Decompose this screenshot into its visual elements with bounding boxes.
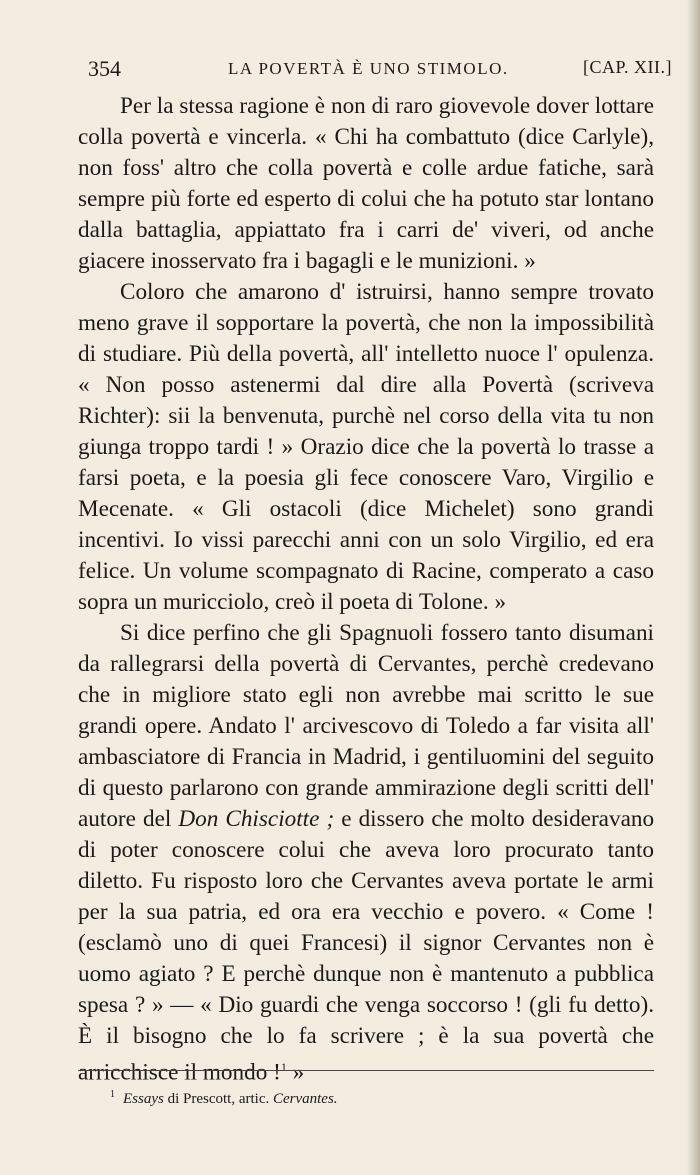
paragraph-3-text-a: Si dice perfino che gli Spagnuoli fossero tanto disumani da rallegrarsi della povertà di Cervantes, perchè credevano che in migliore stato egli non avrebbe mai scritto le sue grandi opere. Andato l' arcivescovo di Toledo a far visita all' ambasciatore di Francia in Madrid, i gentiluomini del seguito di questo parlarono con grande ammirazione degli scritti dell' autore del	[78, 620, 654, 832]
page-edge-shadow	[686, 0, 700, 1175]
footnote-italic-cervantes: Cervantes.	[272, 1091, 338, 1107]
chapter-label: [CAP. XII.]	[583, 57, 672, 77]
footnote-text: di Prescott, artic.	[167, 1091, 270, 1107]
footnote	[110, 1085, 650, 1109]
footnote-italic-essays: Essays	[123, 1091, 164, 1107]
footnote-rule	[78, 1070, 654, 1071]
footnote-reference: 1	[280, 1060, 287, 1074]
page-number: 354	[88, 56, 121, 81]
paragraph-3-title-italic: Don Chisciotte ;	[178, 806, 335, 832]
paragraph-2: Coloro che amarono d' istruirsi, hanno sempre trovato meno grave il sopportare la povertà, che non la impossibilità di studiare. Più della povertà, all' intelletto nuoce l' opulenza. « Non posso astenermi dal dire alla Povertà (scriveva Richter): sii la benvenuta, purchè nel corso della vita tu non giunga troppo tardi ! » Orazio dice che la povertà lo trasse a farsi poeta, e la poesia gli fece conoscere Varo, Virgilio e Mecenate. « Gli ostacoli (dice Michelet) sono grandi incentivi. Io vissi parecchi anni con un solo Virgilio, ed era felice. Un volume scompagnato di Racine, comperato a caso sopra un muricciolo, creò il poeta di Tolone. »	[78, 279, 654, 615]
running-title: LA POVERTÀ È UNO STIMOLO.	[228, 59, 509, 78]
running-header	[88, 56, 672, 86]
body-text	[78, 91, 654, 1089]
paragraph-3-close-quote: »	[292, 1059, 305, 1086]
paragraph-1: Per la stessa ragione è non di raro giovevole dover lottare colla povertà e vincerla. « Chi ha combattuto (dice Carlyle), non foss' altro che colla povertà e colle ardue fatiche, sarà sempre più forte ed esperto di colui che ha potuto star lontano dalla battaglia, appiattato fra i carri de' viveri, od anche giacere inosservato fra i bagagli e le munizioni. »	[78, 93, 654, 274]
paragraph-3-text-b: e dissero che molto desideravano di poter conoscere colui che aveva loro procurato tanto diletto. Fu risposto loro che Cervantes aveva portate le armi per la sua patria, ed ora era vecchio e povero. « Come ! (esclamò uno di quei Francesi) il signor Cervantes non è uomo agiato ? E perchè dunque non è mantenuto a pubblica spesa ? » — « Dio guardi che venga soccorso ! (gli fu detto). È il bisogno che lo fa scrivere ; è la sua povertà che arricchisce il mondo !	[78, 806, 655, 1086]
footnote-marker: 1	[110, 1089, 115, 1100]
paragraph-3	[78, 618, 654, 1089]
